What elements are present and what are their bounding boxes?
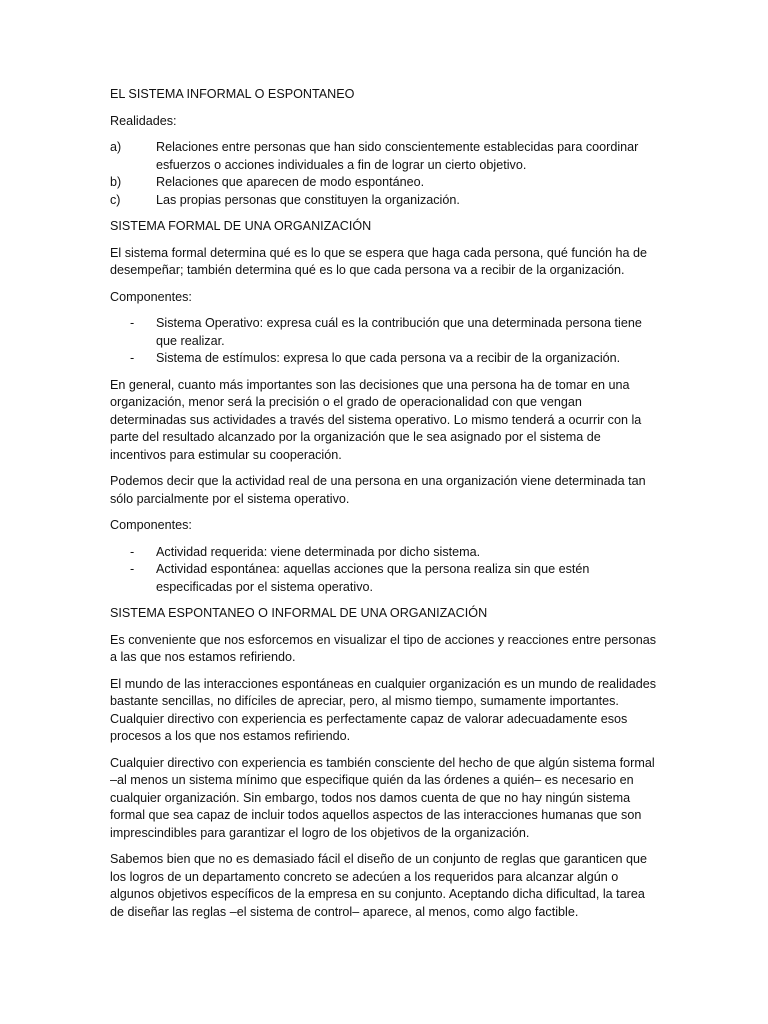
realidades-label: Realidades: <box>110 113 177 128</box>
list-marker: b) <box>110 175 122 189</box>
list-marker: c) <box>110 192 121 207</box>
paragraph: Sabemos bien que no es demasiado fácil el diseño de un conjunto de reglas que garanticen que los logros de un departamento concreto se adecúen a los requeridos para alcanzar algún o algunos objetivos específicos de la empresa en su conjunto. Aceptando dicha dificultad, la tarea de diseñar las reglas –el sistema de control– aparece, al menos, como algo factible. <box>110 852 648 919</box>
list-marker: a) <box>110 140 122 154</box>
list-marker: - <box>130 544 135 559</box>
componentes-list <box>110 315 660 368</box>
list-item-text: Actividad requerida: viene determinada por dicho sistema. <box>156 544 481 559</box>
section-title-espontaneo: SISTEMA ESPONTANEO O INFORMAL DE UNA ORGANIZACIÓN <box>110 606 488 620</box>
componentes-label: Componentes: <box>110 289 192 304</box>
list-item <box>110 174 660 192</box>
document-body <box>110 86 660 930</box>
paragraph: En general, cuanto más importantes son las decisiones que una persona ha de tomar en una organización, menor será la precisión o el grado de operacionalidad con que vengan determinadas sus actividades a través del sistema operativo. Lo mismo tenderá a ocurrir con la parte del resultado alcanzado por la organización que le sea asignado por el sistema de incentivos para estimular su cooperación. <box>110 377 642 462</box>
list-item-text: Relaciones que aparecen de modo espontáneo. <box>156 175 425 189</box>
list-item <box>110 139 660 174</box>
list-marker: - <box>130 562 135 576</box>
list-item-text: Actividad espontánea: aquellas acciones que la persona realiza sin que estén especificadas por el sistema operativo. <box>156 562 590 594</box>
realidades-list <box>110 139 660 209</box>
section-title-formal: SISTEMA FORMAL DE UNA ORGANIZACIÓN <box>110 219 372 233</box>
list-item-text: Sistema de estímulos: expresa lo que cada persona va a recibir de la organización. <box>156 351 621 365</box>
section-title-informal: EL SISTEMA INFORMAL O ESPONTANEO <box>110 87 355 101</box>
paragraph: Cualquier directivo con experiencia es también consciente del hecho de que algún sistema formal –al menos un sistema mínimo que especifique quién da las órdenes a quién– es necesario en cualquier organización. Sin embargo, todos nos damos cuenta de que no hay ningún sistema formal que sea capaz de incluir todos aquellos aspectos de las interacciones humanas que son imprescindibles para garantizar el logro de los objetivos de la organización. <box>110 755 655 840</box>
list-marker: - <box>130 351 135 365</box>
list-marker: - <box>130 316 135 330</box>
list-item <box>110 192 660 210</box>
paragraph: Podemos decir que la actividad real de una persona en una organización viene determinada tan sólo parcialmente por el sistema operativo. <box>110 474 646 506</box>
paragraph: El mundo de las interacciones espontáneas en cualquier organización es un mundo de realidades bastante sencillas, no difíciles de apreciar, pero, al mismo tiempo, sumamente importantes. Cualquier directivo con experiencia es perfectamente capaz de valorar adecuadamente esos procesos a los que nos estamos refiriendo. <box>110 676 657 743</box>
list-item <box>110 350 660 368</box>
componentes-list <box>110 544 660 597</box>
list-item <box>110 544 660 562</box>
list-item-text: Relaciones entre personas que han sido conscientemente establecidas para coordinar esfuerzos o acciones individuales a fin de lograr un cierto objetivo. <box>156 140 639 172</box>
componentes-label: Componentes: <box>110 518 192 532</box>
paragraph: Es conveniente que nos esforcemos en visualizar el tipo de acciones y reacciones entre personas a las que nos estamos refiriendo. <box>110 632 657 664</box>
paragraph: El sistema formal determina qué es lo que se espera que haga cada persona, qué función ha de desempeñar; también determina qué es lo que cada persona va a recibir de la organización. <box>110 245 647 277</box>
list-item <box>110 315 660 350</box>
list-item <box>110 561 660 596</box>
list-item-text: Sistema Operativo: expresa cuál es la contribución que una determinada persona tiene que realizar. <box>156 316 642 348</box>
list-item-text: Las propias personas que constituyen la organización. <box>156 192 460 207</box>
